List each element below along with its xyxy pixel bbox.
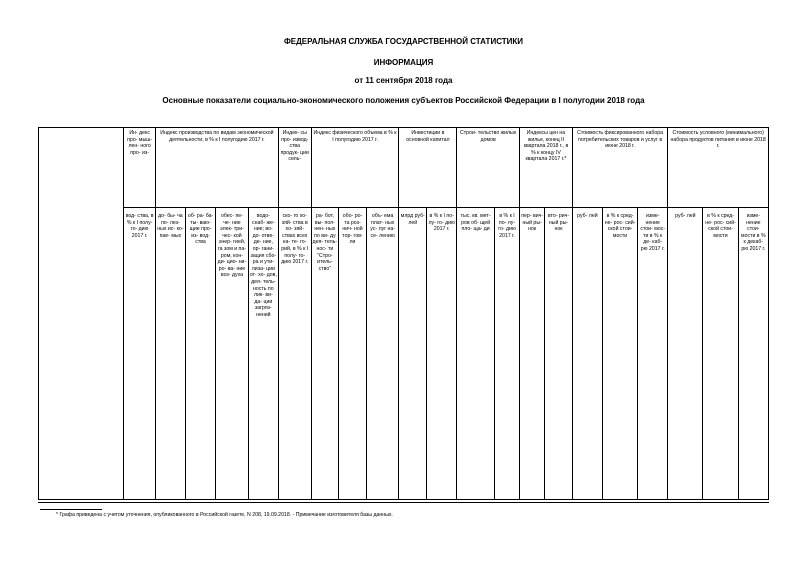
- footnote-separator: [40, 509, 102, 510]
- subheader-c10: млрд руб- лей: [399, 208, 427, 500]
- subheader-c19: руб- лей: [668, 208, 703, 500]
- subheader-c16: руб- лей: [572, 208, 602, 500]
- subheader-c3: об- ра- ба- ты- ваю- щие про- из- вод- ства: [185, 208, 215, 500]
- subheader-c4: обес- пе- че- ние элек- три- чес- кой энер- гией, га зом и па- ром, кон- ди- цио- ни- ро- ва- ние воз- духа: [216, 208, 249, 500]
- subheader-c2: до- бы- ча по- лез- ных ис- ко- пае- мых: [155, 208, 185, 500]
- document-date: от 11 сентября 2018 года: [354, 76, 453, 85]
- document-type: ИНФОРМАЦИЯ: [373, 58, 434, 67]
- header-investments: Инвестиции в основной капитал: [399, 128, 457, 208]
- header-production-index: Индекс производства по видам экономической деятельности, в % к I полугодию 2017 г.: [155, 128, 278, 208]
- subheader-c8: обо- ро- та роз- нич- ной тор- гов- ли: [339, 208, 367, 500]
- header-agriculture-index: Индек- сы про- извод- ства продук- ции сель-: [278, 128, 311, 208]
- header-physical-volume-index: Индекс физического объема в % к I полугодию 2017 г.: [311, 128, 399, 208]
- table-bottom-rule: [38, 502, 769, 503]
- subheader-c6: ско- го хо- зяй- ства в хо- зяй- ствах всех ка- те- го- рий, в % к I полу- го- дию 2017 г.: [278, 208, 311, 500]
- header-housing-construction: Строи- тельство жилых домов: [457, 128, 520, 208]
- subheader-c20: в % к сред- не- рос- сий- ской стои- мости: [703, 208, 738, 500]
- subheader-c5: водо- снаб- же- ние; во- до- отве- де- ние, ор- гани- зация сбо- ра и ути- лиза- ции от- хо- дов, дея- тель- ность по лик- ви- да- ции загряз- нений: [248, 208, 278, 500]
- header-industrial-index: Ин- декс про- мыш- лен- ного про- из-: [124, 128, 155, 208]
- subheader-c15: вто- рич- ный ры- нок: [545, 208, 573, 500]
- subheader-c17: в % к сред- не- рос- сий- ской стои- мости: [602, 208, 637, 500]
- subheader-c14: пер- вич- ный ры- нок: [520, 208, 545, 500]
- subheader-c18: изме- нение стои- мос- ти в % к де- каб- рю 2017 г.: [638, 208, 668, 500]
- header-consumer-basket: Стоимость фиксированного набора потребительских товаров и услуг в июне 2018 г.: [572, 128, 667, 208]
- subheader-c21: изме- нение стои- мости в % к декаб- рю 2017 г.: [738, 208, 768, 500]
- agency-title: ФЕДЕРАЛЬНАЯ СЛУЖБА ГОСУДАРСТВЕННОЙ СТАТИСТИКИ: [283, 37, 524, 46]
- subheader-c11: в % к I по- лу- го- дию 2017 г.: [427, 208, 457, 500]
- header-housing-price-index: Индексы цен на жилье, конец II квартала 2018 г., в % к концу IV квартала 2017 г.*: [520, 128, 573, 208]
- statistics-table: [38, 127, 769, 500]
- subheader-c12: тыс. кв. мет- ров об- щей пло- ща- ди: [457, 208, 495, 500]
- subheader-c9: объ- ема плат- ных ус- луг на- се- лению: [366, 208, 399, 500]
- subheader-c1: вод- ства, в % к I полу- го- дию 2017 г.: [124, 208, 155, 500]
- footnote: * Графа приведена с учетом уточнения, опубликованного в Российской газете, N 208, 19.09.2018. - Примечание изготовителя базы данных.: [56, 512, 393, 518]
- document-subject: Основные показатели социально-экономического положения субъектов Российской Федерации в I полугодии 2018 года: [162, 96, 645, 105]
- region-column-header: [39, 128, 124, 500]
- subheader-c7: ра- бот, вы- пол- нен- ных по ви- ду дея- тель- нос- ти "Стро- итель- ство": [311, 208, 339, 500]
- header-food-basket: Стоимость условного (минимального) набора продуктов питания в июне 2018 г.: [668, 128, 769, 208]
- subheader-c13: в % к I по- лу- го- дию 2017 г.: [494, 208, 519, 500]
